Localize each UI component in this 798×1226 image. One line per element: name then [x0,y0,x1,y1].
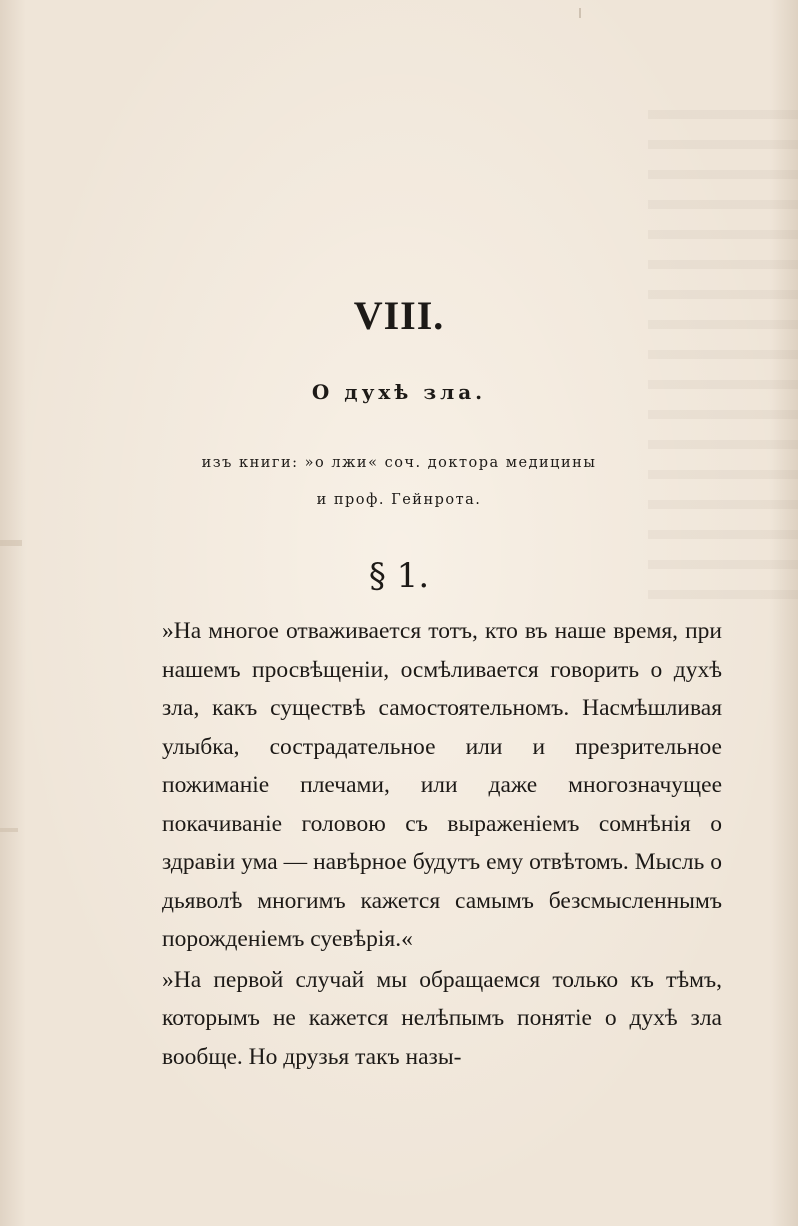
body-text [162,612,722,1076]
section-heading: § 1. [368,556,430,596]
chapter-number: VIII. [353,293,445,338]
bleed-through-text [648,110,798,610]
page-edge-mark [0,540,22,546]
source-note-line-2: и проф. Гейнрота. [316,492,482,508]
source-note-line-1: изъ книги: »о лжи« соч. доктора медицины [201,455,597,471]
chapter-title: О духѣ зла. [311,380,487,404]
paragraph: »На многое отваживается тотъ, кто въ наше время, при нашемъ просвѣщеніи, осмѣливается говорить о духѣ зла, какъ существѣ самостоятельномъ. Насмѣшливая улыбка, сострадательное или и презрительное пожиманіе плечами, или даже многозначущее покачиваніе головою съ выраженіемъ сомнѣнія о здравіи ума — навѣрное будутъ ему отвѣтомъ. Мысль о дьяволѣ многимъ кажется самымъ безсмысленнымъ порожденіемъ суевѣрія.« [162,618,722,952]
page-edge-mark [579,8,581,18]
paragraph: »На первой случай мы обращаемся только къ тѣмъ, которымъ не кажется нелѣпымъ понятіе о духѣ зла вообще. Но друзья такъ назы- [162,966,722,1070]
page-edge-mark [0,828,18,832]
